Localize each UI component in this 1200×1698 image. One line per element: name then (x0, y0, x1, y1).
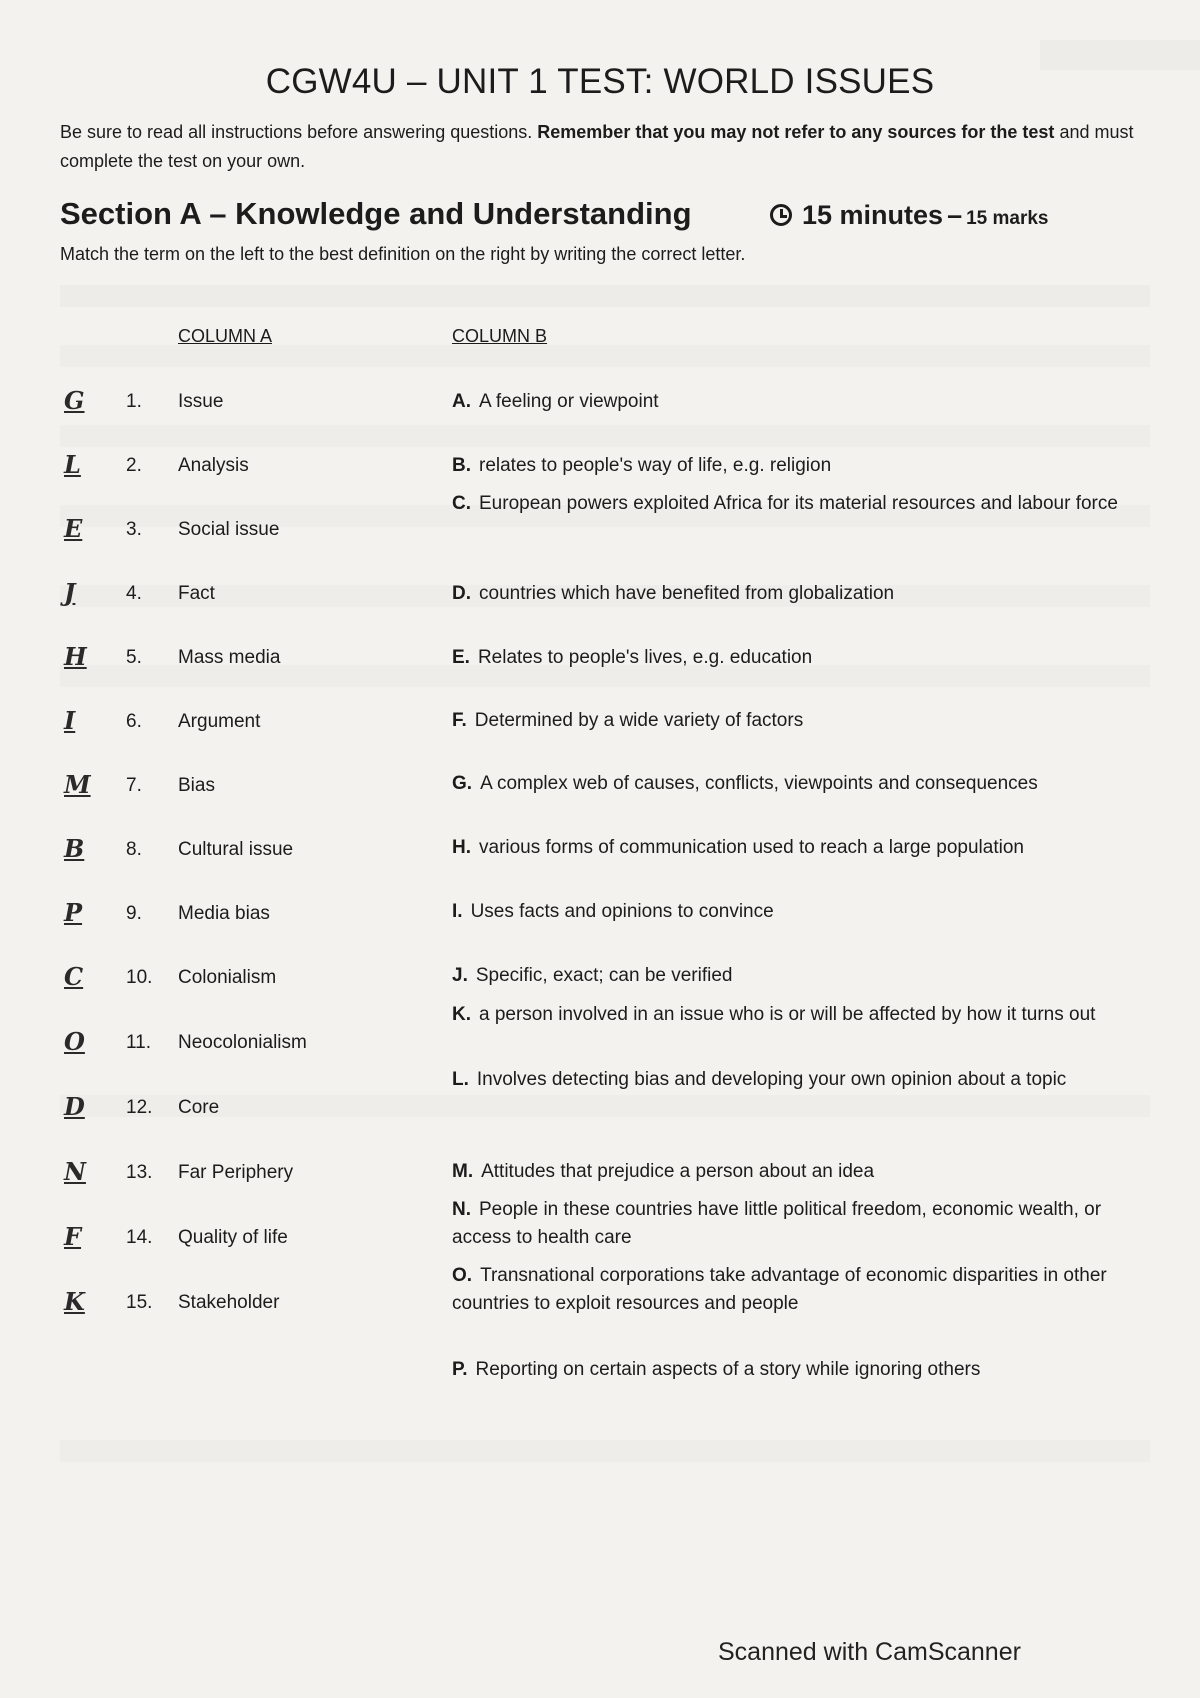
definition-letter: H. (452, 837, 471, 858)
definition-letter: M. (452, 1161, 474, 1182)
instructions-part2: Remember that you may not refer to any sources for the test (537, 122, 1055, 142)
term: Stakeholder (178, 1292, 280, 1313)
definition-letter: J. (452, 965, 468, 986)
definition-item (452, 580, 1152, 608)
definition-item (452, 1001, 1152, 1029)
term: Neocolonialism (178, 1032, 307, 1053)
instructions-part1: Be sure to read all instructions before answering questions. (60, 122, 533, 142)
clock-icon (770, 204, 792, 226)
definition-text: a person involved in an issue who is or will be affected by how it turns out (479, 1004, 1096, 1025)
definition-letter: E. (452, 647, 470, 668)
term: Social issue (178, 519, 280, 540)
item-number: 2. (126, 455, 142, 476)
section-heading: Section A – Knowledge and Understanding (60, 196, 692, 231)
definition-text: Relates to people's lives, e.g. education (477, 647, 813, 668)
definition-text: Uses facts and opinions to convince (470, 901, 774, 922)
definition-letter: L. (452, 1069, 469, 1090)
answer-blank[interactable]: J (64, 578, 76, 607)
section-instruction: Match the term on the left to the best definition on the right by writing the correct letter. (60, 244, 746, 264)
definition-item (452, 1356, 1152, 1384)
definition-letter: N. (452, 1199, 471, 1220)
answer-blank[interactable]: E (64, 514, 83, 543)
item-number: 13. (126, 1162, 153, 1183)
column-a-header: COLUMN A (178, 326, 273, 346)
definition-letter: C. (452, 493, 471, 514)
definition-text: relates to people's way of life, e.g. religion (479, 455, 832, 476)
definition-item (452, 644, 1152, 672)
definition-item (452, 962, 1152, 990)
section-marks: 15 marks (966, 208, 1049, 229)
term: Mass media (178, 647, 281, 668)
definition-text: Specific, exact; can be verified (475, 965, 733, 986)
definition-text: countries which have benefited from globalization (479, 583, 895, 604)
definition-text: European powers exploited Africa for its material resources and labour force (479, 493, 1118, 514)
definition-item (452, 707, 1152, 735)
answer-blank[interactable]: H (64, 642, 87, 671)
term: Analysis (178, 455, 249, 476)
item-number: 3. (126, 519, 142, 540)
definition-text: various forms of communication used to reach a large population (479, 837, 1024, 858)
term: Media bias (178, 903, 270, 924)
instructions-part3: and must complete the test on your own. (60, 122, 1134, 171)
term: Issue (178, 391, 224, 412)
definition-item (452, 388, 1152, 416)
term: Far Periphery (178, 1162, 294, 1183)
definition-item (452, 898, 1152, 926)
definition-letter: G. (452, 773, 473, 794)
item-number: 10. (126, 967, 153, 988)
item-number: 8. (126, 839, 142, 860)
definition-letter: O. (452, 1265, 473, 1286)
term: Quality of life (178, 1227, 288, 1248)
answer-blank[interactable]: K (64, 1287, 85, 1316)
answer-blank[interactable]: I (64, 706, 76, 735)
definition-item (452, 452, 1152, 480)
answer-blank[interactable]: D (64, 1092, 85, 1121)
page-title: CGW4U – UNIT 1 TEST: WORLD ISSUES (265, 62, 935, 101)
definition-item (452, 1196, 1152, 1252)
column-b-header: COLUMN B (452, 326, 548, 346)
answer-blank[interactable]: N (64, 1157, 86, 1186)
section-timer: 15 minutes – 15 marks (770, 200, 1049, 231)
answer-blank[interactable]: M (64, 770, 91, 799)
item-number: 9. (126, 903, 142, 924)
general-instructions (60, 118, 1150, 176)
definition-item (452, 834, 1152, 862)
term: Bias (178, 775, 215, 796)
definition-text: People in these countries have little political freedom, economic wealth, or access to health care (452, 1199, 1102, 1248)
item-number: 11. (126, 1032, 152, 1053)
term: Core (178, 1097, 220, 1118)
item-number: 6. (126, 711, 142, 732)
answer-blank[interactable]: L (64, 450, 81, 479)
definition-text: A feeling or viewpoint (479, 391, 659, 412)
term: Cultural issue (178, 839, 294, 860)
definition-text: Attitudes that prejudice a person about an idea (481, 1161, 875, 1182)
definition-item (452, 1158, 1152, 1186)
item-number: 14. (126, 1227, 153, 1248)
term: Argument (178, 711, 261, 732)
definition-text: Determined by a wide variety of factors (474, 710, 804, 731)
definition-item (452, 770, 1152, 798)
definition-item (452, 1066, 1152, 1094)
definition-letter: F. (452, 710, 467, 731)
answer-blank[interactable]: G (64, 386, 85, 415)
item-number: 7. (126, 775, 142, 796)
definition-letter: D. (452, 583, 471, 604)
term: Colonialism (178, 967, 277, 988)
definition-letter: P. (452, 1359, 468, 1380)
item-number: 5. (126, 647, 142, 668)
definition-text: A complex web of causes, conflicts, viewpoints and consequences (480, 773, 1038, 794)
definition-letter: B. (452, 455, 471, 476)
item-number: 12. (126, 1097, 153, 1118)
definition-item (452, 1262, 1152, 1318)
answer-blank[interactable]: B (64, 834, 85, 863)
item-number: 15. (126, 1292, 153, 1313)
scanner-watermark: Scanned with CamScanner (718, 1638, 1021, 1666)
answer-blank[interactable]: P (64, 898, 83, 927)
answer-blank[interactable]: O (64, 1027, 85, 1056)
definition-letter: I. (452, 901, 463, 922)
answer-blank[interactable]: F (64, 1222, 82, 1251)
item-number: 4. (126, 583, 142, 604)
definition-letter: A. (452, 391, 471, 412)
definition-text: Reporting on certain aspects of a story while ignoring others (475, 1359, 981, 1380)
section-time: 15 minutes (802, 200, 944, 230)
definition-item (452, 490, 1152, 518)
answer-blank[interactable]: C (64, 962, 84, 991)
item-number: 1. (126, 391, 142, 412)
definition-letter: K. (452, 1004, 471, 1025)
definition-text: Transnational corporations take advantage of economic disparities in other countries to exploit resources and people (452, 1265, 1107, 1314)
definition-text: Involves detecting bias and developing your own opinion about a topic (476, 1069, 1067, 1090)
term: Fact (178, 583, 215, 604)
